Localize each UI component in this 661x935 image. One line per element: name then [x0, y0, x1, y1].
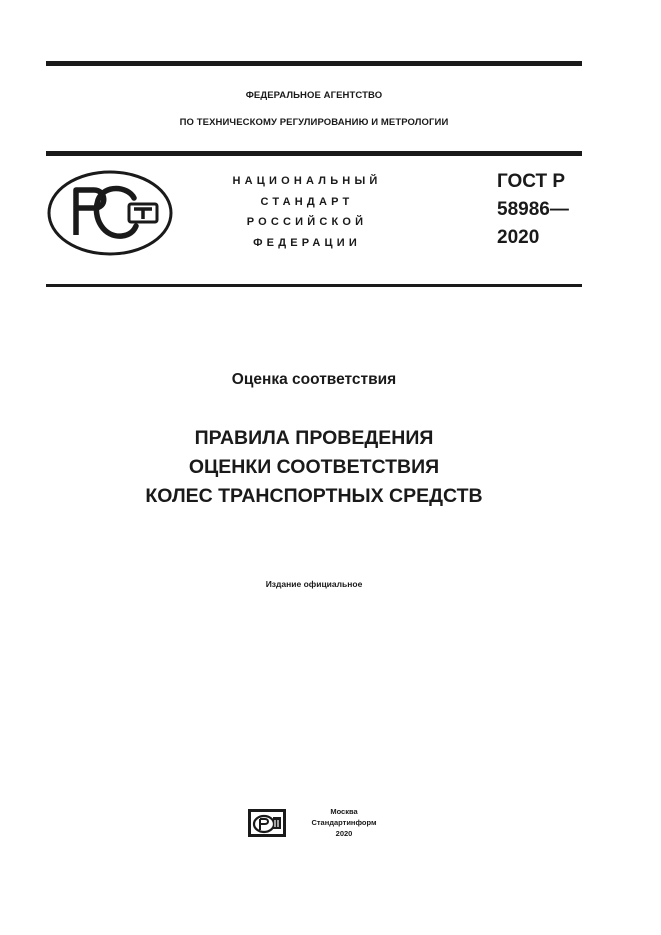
title-line: ОЦЕНКИ СООТВЕТСТВИЯ — [188, 456, 440, 478]
document-subtitle: Оценка соответствия — [231, 371, 397, 388]
national-standard-caption — [214, 171, 400, 253]
title-line: КОЛЕС ТРАНСПОРТНЫХ СРЕДСТВ — [145, 485, 483, 507]
national-line: СТАНДАРТ — [260, 195, 354, 208]
title-line: ПРАВИЛА ПРОВЕДЕНИЯ — [194, 427, 434, 449]
gost-line: 2020 — [497, 227, 540, 248]
national-line: РОССИЙСКОЙ — [246, 216, 368, 228]
standartinform-logo-icon — [247, 808, 287, 838]
gost-line: ГОСТ Р — [497, 171, 566, 192]
publisher-name: Стандартинформ — [311, 818, 377, 827]
agency-name-line1: ФЕДЕРАЛЬНОЕ АГЕНТСТВО — [245, 90, 383, 101]
publisher-year: 2020 — [335, 829, 353, 838]
national-line: НАЦИОНАЛЬНЫЙ — [232, 175, 382, 187]
publisher-city: Москва — [330, 807, 358, 816]
national-line: ФЕДЕРАЦИИ — [253, 236, 361, 249]
publisher-imprint — [303, 806, 385, 839]
edition-note: Издание официальное — [265, 579, 363, 589]
agency-name-line2: ПО ТЕХНИЧЕСКОМУ РЕГУЛИРОВАНИЮ И МЕТРОЛОГИИ — [179, 117, 449, 128]
document-title — [46, 424, 582, 511]
top-rule — [46, 61, 582, 66]
rst-emblem-icon — [46, 168, 174, 258]
gost-line: 58986— — [497, 199, 569, 220]
middle-rule — [46, 151, 582, 156]
bottom-rule — [46, 284, 582, 287]
gost-number — [497, 168, 569, 252]
